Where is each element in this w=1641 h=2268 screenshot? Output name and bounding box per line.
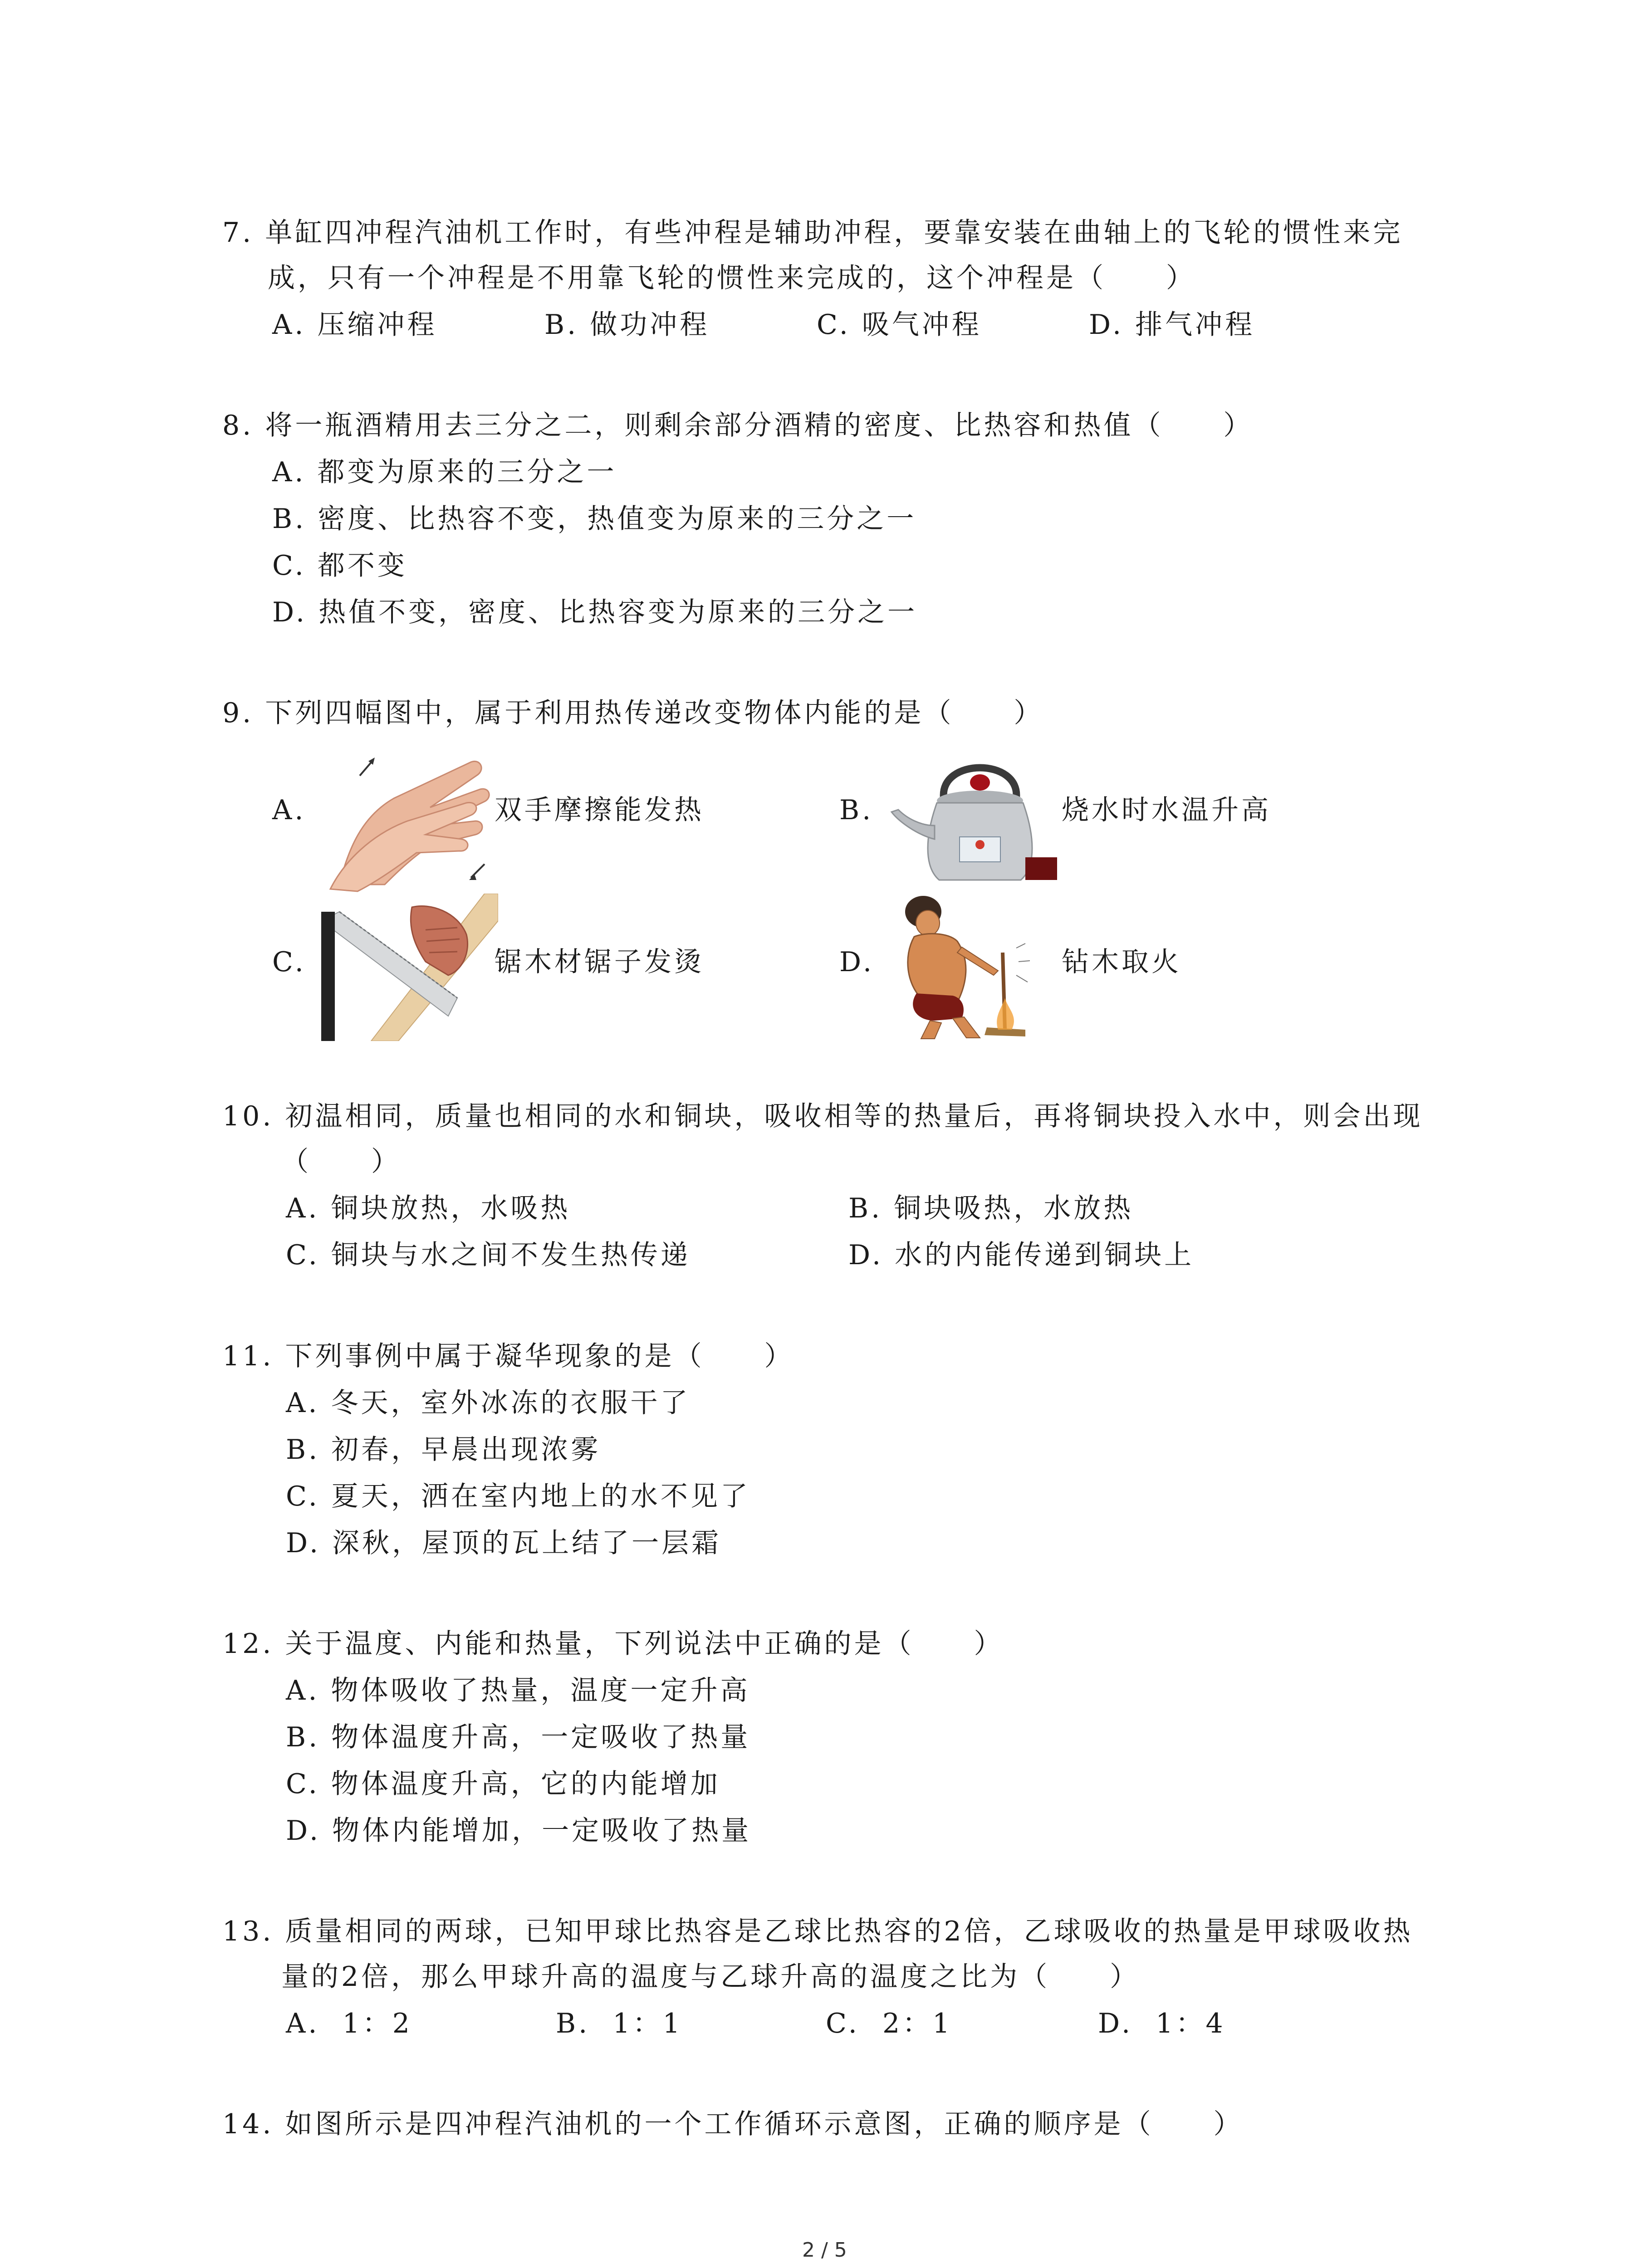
q13-stem-line2: 量的2倍，那么甲球升高的温度与乙球升高的温度之比为（ ） [281, 1961, 1140, 1993]
q12-option-b: B. 物体温度升高，一定吸收了热量 [286, 1721, 751, 1753]
q9-option-a-text: 双手摩擦能发热 [495, 794, 704, 826]
q8-option-c: C. 都不变 [272, 550, 407, 582]
q10-option-b: B. 铜块吸热，水放热 [848, 1193, 1134, 1224]
q10-option-d: D. 水的内能传递到铜块上 [848, 1239, 1195, 1271]
q8-option-a: A. 都变为原来的三分之一 [272, 456, 617, 488]
q12-option-d: D. 物体内能增加，一定吸收了热量 [286, 1815, 752, 1847]
q10-option-c: C. 铜块与水之间不发生热传递 [286, 1239, 691, 1271]
q9-option-d-letter: D. [839, 946, 875, 978]
q9-option-c-letter: C. [272, 946, 306, 978]
kettle-image [889, 744, 1071, 894]
page-number: 2 / 5 [802, 2239, 847, 2262]
q8-option-b: B. 密度、比热容不变，热值变为原来的三分之一 [272, 503, 917, 535]
q7-option-b: B. 做功冲程 [544, 309, 710, 341]
q12-stem: 12. 关于温度、内能和热量，下列说法中正确的是（ ） [222, 1628, 1004, 1660]
q9-option-c-text: 锯木材锯子发烫 [495, 946, 704, 978]
q11-option-d: D. 深秋，屋顶的瓦上结了一层霜 [286, 1527, 722, 1559]
q13-option-b: B. 1：1 [556, 2008, 683, 2039]
q11-option-c: C. 夏天，洒在室内地上的水不见了 [286, 1481, 750, 1512]
q7-stem-line2: 成，只有一个冲程是不用靠飞轮的惯性来完成的，这个冲程是（ ） [268, 262, 1196, 294]
q13-stem-line1: 13. 质量相同的两球，已知甲球比热容是乙球比热容的2倍，乙球吸收的热量是甲球吸收热 [222, 1916, 1413, 1947]
q12-option-a: A. 物体吸收了热量，温度一定升高 [286, 1675, 750, 1706]
q13-option-a: A. 1：2 [286, 2008, 412, 2039]
q7-stem-line1: 7. 单缸四冲程汽油机工作时，有些冲程是辅助冲程，要靠安装在曲轴上的飞轮的惯性来完 [222, 217, 1403, 249]
drilling-wood-fire-image [889, 894, 1039, 1041]
q9-option-b-text: 烧水时水温升高 [1062, 794, 1271, 826]
q11-option-b: B. 初春，早晨出现浓雾 [286, 1434, 601, 1466]
q7-option-a: A. 压缩冲程 [272, 309, 437, 341]
q13-option-d: D. 1：4 [1098, 2008, 1226, 2039]
q8-option-d: D. 热值不变，密度、比热容变为原来的三分之一 [272, 596, 918, 628]
q7-option-d: D. 排气冲程 [1089, 309, 1255, 341]
q13-option-c: C. 2：1 [826, 2008, 953, 2039]
q11-stem: 11. 下列事例中属于凝华现象的是（ ） [222, 1340, 794, 1372]
rubbing-hands-image [321, 748, 498, 894]
q14-stem: 14. 如图所示是四冲程汽油机的一个工作循环示意图，正确的顺序是（ ） [222, 2108, 1244, 2140]
q10-stem-line1: 10. 初温相同，质量也相同的水和铜块，吸收相等的热量后，再将铜块投入水中，则会出现 [222, 1100, 1423, 1132]
sawing-wood-image [321, 894, 498, 1041]
q9-stem: 9. 下列四幅图中，属于利用热传递改变物体内能的是（ ） [222, 697, 1044, 729]
q9-option-a-letter: A. [272, 794, 306, 826]
q12-option-c: C. 物体温度升高，它的内能增加 [286, 1768, 720, 1800]
q9-option-b-letter: B. [839, 794, 874, 826]
q10-option-a: A. 铜块放热，水吸热 [286, 1193, 571, 1224]
q10-stem-line2: （ ） [281, 1146, 401, 1178]
q7-option-c: C. 吸气冲程 [817, 309, 982, 341]
q9-option-d-text: 钻木取火 [1062, 946, 1181, 978]
q11-option-a: A. 冬天，室外冰冻的衣服干了 [286, 1387, 691, 1419]
q8-stem: 8. 将一瓶酒精用去三分之二，则剩余部分酒精的密度、比热容和热值（ ） [222, 410, 1254, 441]
